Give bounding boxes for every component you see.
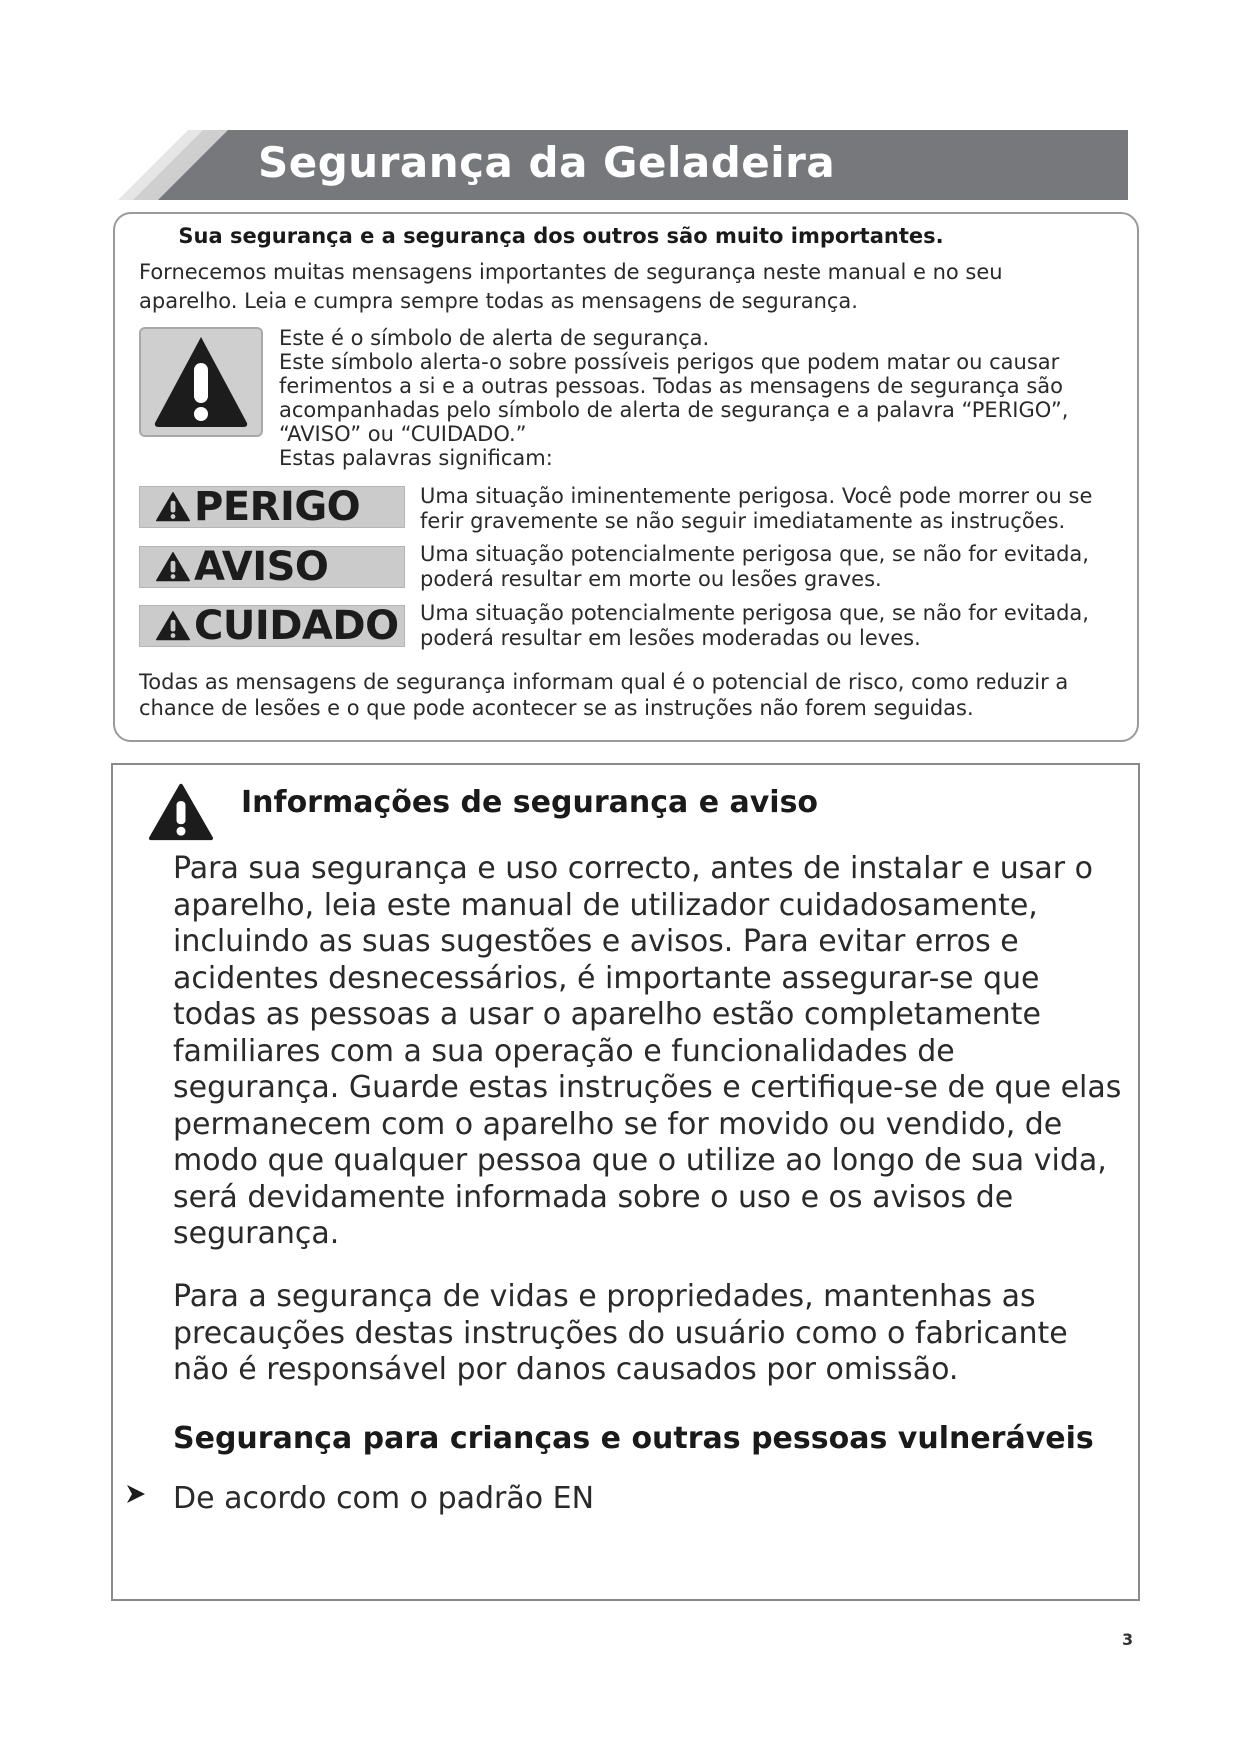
info-heading: Informações de segurança e aviso xyxy=(241,785,819,820)
page-title: Segurança da Geladeira xyxy=(258,138,836,187)
bullet-item: De acordo com o padrão EN xyxy=(173,1481,595,1516)
footer-line: Todas as mensagens de segurança informam qual é o potencial de risco, como reduzir a xyxy=(139,670,1069,694)
signal-word-label: PERIGO xyxy=(194,484,361,530)
safety-alert-symbol xyxy=(139,327,263,437)
signal-word-label: AVISO xyxy=(194,544,329,590)
safety-intro xyxy=(139,258,1099,316)
signal-word-cuidado xyxy=(139,605,405,647)
warning-triangle-icon xyxy=(156,552,190,582)
paragraph-line: incluindo as suas sugestões e avisos. Para evitar erros e xyxy=(173,924,1019,959)
signal-description xyxy=(420,542,1125,592)
symbol-line: ferimentos a si e a outras pessoas. Todas as mensagens de segurança são xyxy=(279,374,1064,398)
paragraph-line: acidentes desnecessários, é importante assegurar-se que xyxy=(173,960,1040,996)
paragraph-line: familiares com a sua operação e funcionalidades de xyxy=(173,1033,955,1069)
signal-desc-line: poderá resultar em lesões moderadas ou leves. xyxy=(420,626,921,650)
signal-desc-line: poderá resultar em morte ou lesões graves. xyxy=(420,567,882,591)
footer-line: chance de lesões e o que pode acontecer se as instruções não forem seguidas. xyxy=(139,696,974,720)
signal-desc-line: Uma situação potencialmente perigosa que, se não for evitada, xyxy=(420,542,1089,566)
signal-word-aviso xyxy=(139,546,405,588)
signal-desc-line: Uma situação potencialmente perigosa que, se não for evitada, xyxy=(420,601,1089,625)
page-number: 3 xyxy=(1122,1630,1134,1649)
symbol-line: Este símbolo alerta-o sobre possíveis perigos que podem matar ou causar xyxy=(279,350,1060,374)
safety-footer xyxy=(139,669,1119,721)
paragraph-line: Para a segurança de vidas e propriedades, mantenhas as xyxy=(173,1279,1036,1314)
paragraph-line: segurança. xyxy=(173,1216,340,1251)
paragraph-line: Para sua segurança e uso correcto, antes de instalar e usar o xyxy=(173,851,1094,886)
signal-description xyxy=(420,601,1125,651)
section-banner xyxy=(118,130,1128,200)
signal-desc-line: Uma situação iminentemente perigosa. Você pode morrer ou se xyxy=(420,484,1093,508)
arrow-bullet-icon xyxy=(125,1483,147,1505)
symbol-line: acompanhadas pelo símbolo de alerta de segurança e a palavra “PERIGO”, xyxy=(279,398,1069,422)
symbol-explanation xyxy=(279,326,1139,470)
symbol-line: Este é o símbolo de alerta de segurança. xyxy=(279,326,710,350)
warning-triangle-icon xyxy=(156,611,190,641)
safety-info-box xyxy=(111,763,1140,1601)
intro-line: aparelho. Leia e cumpra sempre todas as mensagens de segurança. xyxy=(139,289,858,313)
paragraph-line: não é responsável por danos causados por omissão. xyxy=(173,1352,959,1387)
paragraph-line: modo que qualquer pessoa que o utilize ao longo de sua vida, xyxy=(173,1143,1107,1178)
signal-word-label: CUIDADO xyxy=(194,603,399,649)
safety-messages-box xyxy=(113,212,1139,742)
signal-word-perigo xyxy=(139,486,405,528)
paragraph-line: todas as pessoas a usar o aparelho estão completamente xyxy=(173,997,1041,1032)
info-paragraph-1 xyxy=(173,851,1123,1253)
paragraph-line: aparelho, leia este manual de utilizador cuidadosamente, xyxy=(173,887,1038,923)
paragraph-line: precauções destas instruções do usuário como o fabricante xyxy=(173,1315,1068,1351)
paragraph-line: segurança. Guarde estas instruções e certifique-se de que elas xyxy=(173,1070,1122,1105)
warning-triangle-icon xyxy=(151,331,251,431)
signal-desc-line: ferir gravemente se não seguir imediatamente as instruções. xyxy=(420,509,1066,533)
children-safety-heading: Segurança para crianças e outras pessoas vulneráveis xyxy=(173,1421,1094,1456)
warning-triangle-icon xyxy=(149,783,213,841)
signal-description xyxy=(420,484,1125,534)
paragraph-line: permanecem com o aparelho se for movido ou vendido, de xyxy=(173,1106,1063,1142)
warning-triangle-icon xyxy=(156,492,190,522)
symbol-line: Estas palavras significam: xyxy=(279,446,553,470)
intro-line: Fornecemos muitas mensagens importantes de segurança neste manual e no seu xyxy=(139,260,1003,284)
paragraph-line: será devidamente informada sobre o uso e os avisos de xyxy=(173,1179,1014,1215)
safety-box-heading: Sua segurança e a segurança dos outros são muito importantes. xyxy=(178,224,944,248)
info-paragraph-2 xyxy=(173,1279,1123,1389)
symbol-line: “AVISO” ou “CUIDADO.” xyxy=(279,422,527,446)
